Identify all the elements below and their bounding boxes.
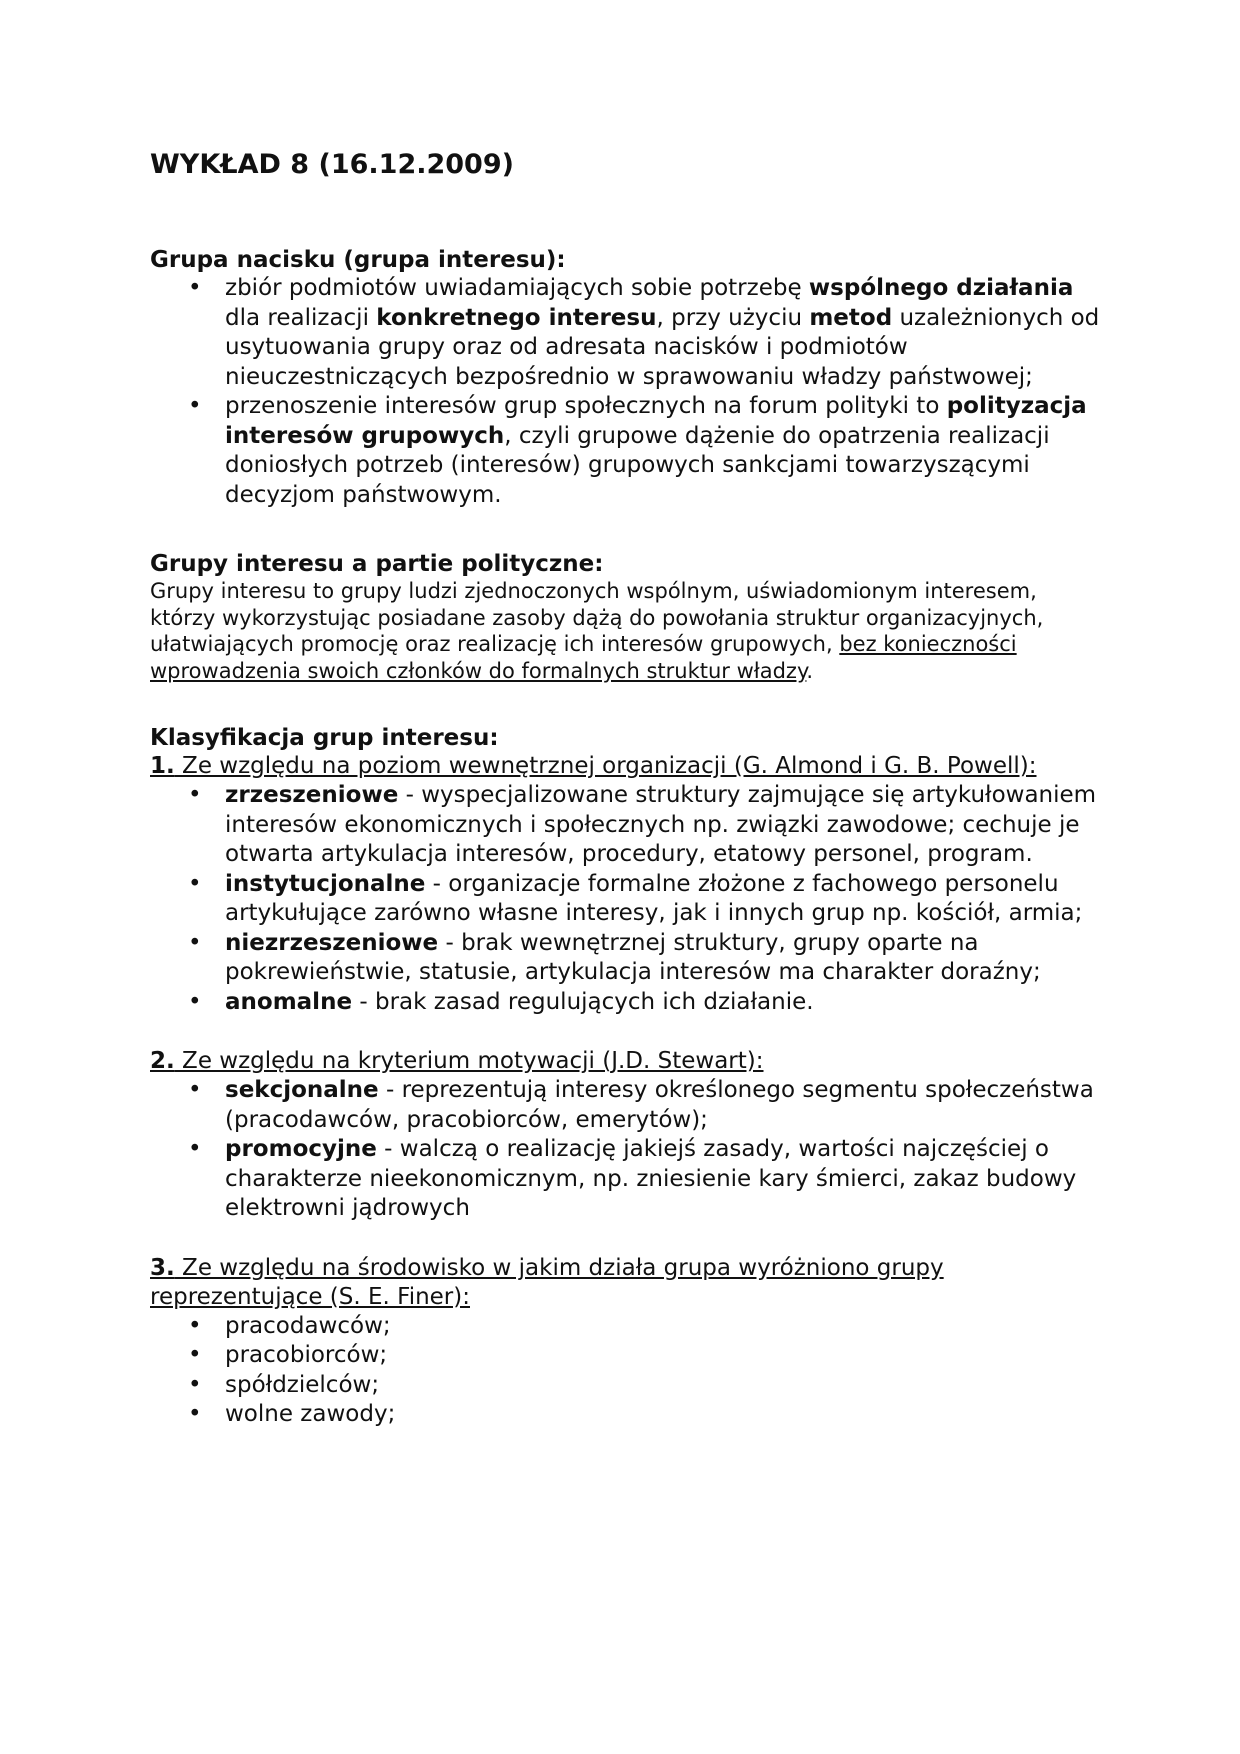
list-item [150, 1076, 1100, 1135]
list-item [150, 392, 1100, 510]
subheading-text: Ze względu na kryterium motywacji (J.D. Stewart): [174, 1048, 764, 1074]
list-item: • wolne zawody; [150, 1400, 1100, 1430]
list-item [150, 870, 1100, 929]
text-run: - walczą o realizację jakiejś zasady, wartości najczęściej o charakterze nieekonomicznym, np. zniesienie kary śmierci, zakaz budowy elektrowni jądrowych [225, 1136, 1077, 1221]
text-run: przenoszenie interesów grup społecznych na forum polityki to [225, 393, 947, 419]
page-title: WYKŁAD 8 (16.12.2009) [150, 149, 514, 180]
subheading-organization-level [150, 752, 1100, 781]
text-run: - brak zasad regulujących ich działanie. [352, 988, 814, 1015]
list-item: • pracobiorców; [150, 1341, 1100, 1371]
bold-term: wspólnego działania [808, 275, 1074, 301]
list-item [150, 781, 1100, 870]
subheading-motivation [150, 1047, 1100, 1076]
bold-term: metod [809, 304, 893, 331]
subheading-number: 1. [150, 753, 175, 779]
definition-paragraph [150, 578, 1100, 684]
text-run: zbiór podmiotów uwiadamiających sobie potrzebę [225, 275, 809, 301]
section-heading-classification: Klasyfikacja grup interesu: [150, 725, 499, 751]
bold-term: sekcjonalne [225, 1077, 379, 1103]
underlined-text: bez konieczności wprowadzenia swoich członków do formalnych struktur władzy [150, 632, 1017, 683]
document-page [150, 148, 1100, 1430]
list-item: • spółdzielców; [150, 1371, 1100, 1401]
text-run: - organizacje formalne złożone z fachowego personelu artykułujące zarówno własne interesy, jak i innych grup np. kościół, armia; [225, 870, 1083, 926]
text-run: Grupy interesu to grupy ludzi zjednoczonych wspólnym, uświadomionym interesem, którzy wykorzystując posiadane zasoby dążą do powołania struktur organizacyjnych, ułatwiających promocję oraz realizację ich interesów grupowych, [150, 579, 1044, 656]
text-run: uzależnionych od usytuowania grupy oraz od adresata nacisków i podmiotów nieuczestniczących bezpośrednio w sprawowaniu władzy państwowej; [225, 304, 1100, 390]
text-run: - reprezentują interesy określonego segmentu społeczeństwa (pracodawców, pracobiorców, emerytów); [225, 1077, 1094, 1133]
text-run: . [806, 658, 814, 683]
bold-term: polityzacja interesów grupowych [225, 393, 1087, 449]
list-item [150, 1135, 1100, 1224]
section-heading-interest-groups-parties: Grupy interesu a partie polityczne: [150, 551, 604, 577]
subheading-text: Ze względu na poziom wewnętrznej organizacji (G. Almond i G. B. Powell): [174, 753, 1037, 779]
subheading-environment [150, 1254, 1100, 1312]
bold-term: zrzeszeniowe [225, 782, 399, 808]
text-run: dla realizacji [225, 304, 377, 331]
bold-term: konkretnego interesu [376, 304, 657, 331]
text-run: , przy użyciu [656, 304, 810, 331]
list-item: • pracodawców; [150, 1312, 1100, 1342]
bold-term: instytucjonalne [225, 870, 426, 897]
subheading-text: Ze względu na środowisko w jakim działa grupa wyróżniono grupy reprezentujące (S. E. Finer): [150, 1254, 944, 1310]
list-item [150, 274, 1100, 392]
subheading-number: 3. [150, 1254, 175, 1281]
bold-term: anomalne [225, 988, 353, 1015]
text-run: , czyli grupowe dążenie do opatrzenia realizacji doniosłych potrzeb (interesów) grupowych sankcjami towarzyszącymi decyzjom państwowym. [225, 422, 1050, 508]
list-item [150, 988, 1100, 1018]
subheading-number: 2. [150, 1048, 175, 1074]
bold-term: niezrzeszeniowe [225, 929, 439, 956]
section-heading-pressure-group: Grupa nacisku (grupa interesu): [150, 247, 566, 273]
text-run: - wyspecjalizowane struktury zajmujące się artykułowaniem interesów ekonomicznych i społecznych np. związki zawodowe; cechuje je otwarta artykulacja interesów, procedury, etatowy personel, program. [225, 782, 1097, 867]
motivation-list [150, 1076, 1100, 1224]
pressure-group-list [150, 274, 1100, 510]
bold-term: promocyjne [225, 1136, 377, 1162]
text-run: - brak wewnętrznej struktury, grupy oparte na pokrewieństwie, statusie, artykulacja interesów ma charakter doraźny; [225, 929, 1041, 985]
organization-level-list [150, 781, 1100, 1017]
list-item [150, 929, 1100, 988]
environment-list [150, 1312, 1100, 1430]
